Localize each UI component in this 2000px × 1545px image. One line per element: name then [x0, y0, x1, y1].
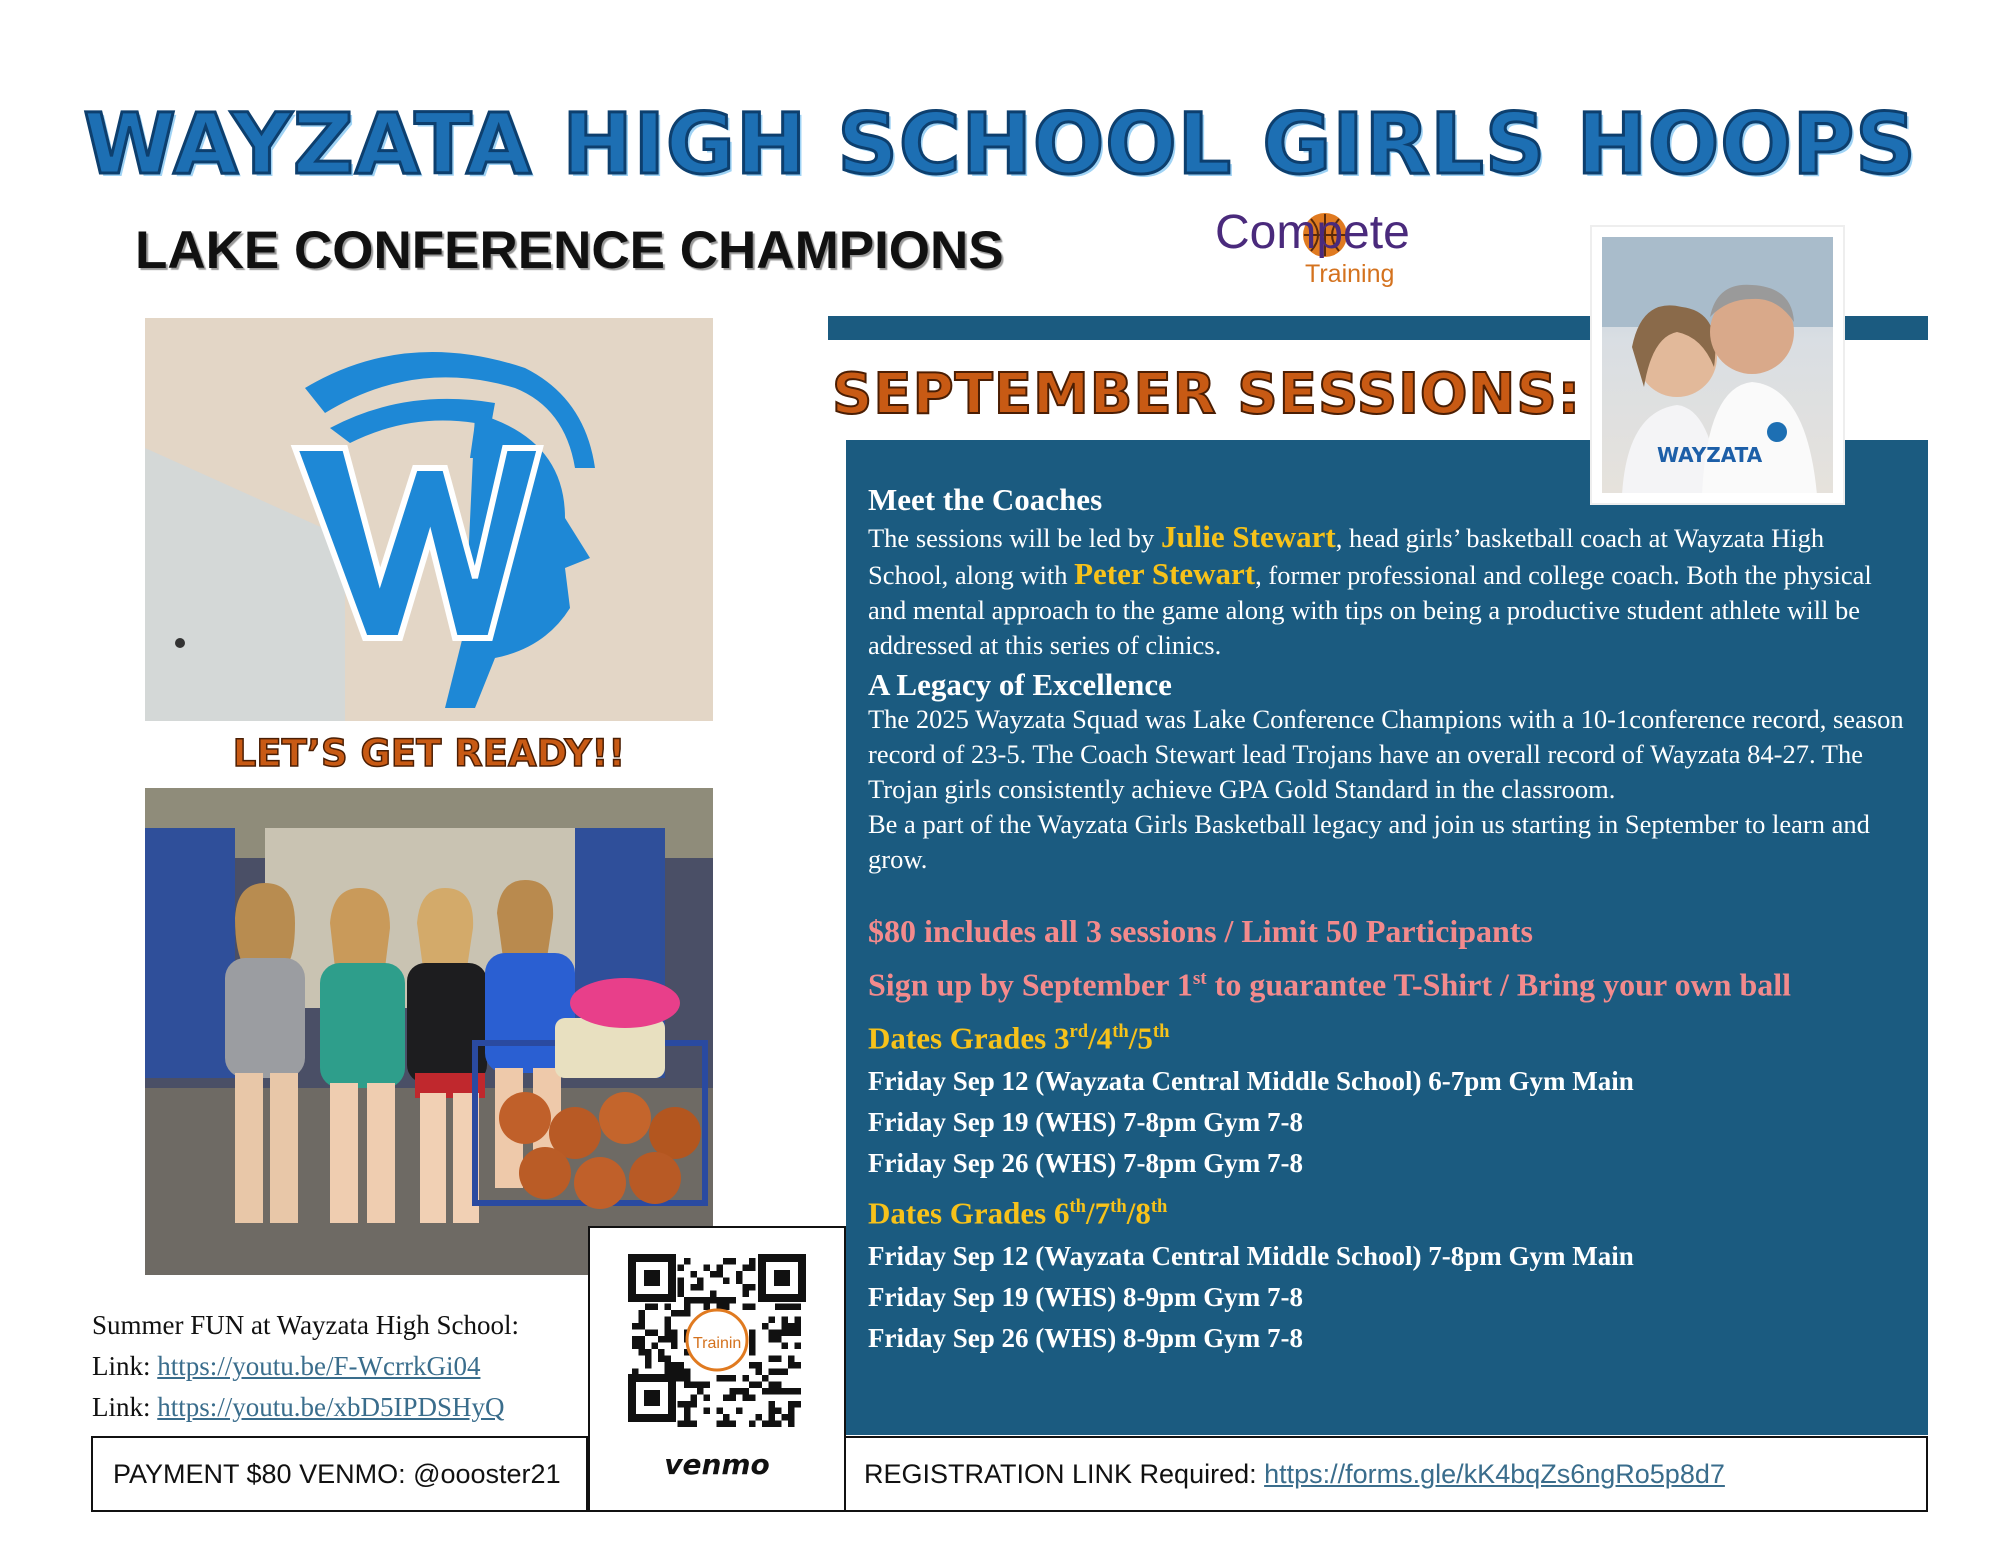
grades-6-8-sup-1: th	[1069, 1195, 1087, 1217]
youtube-link-2[interactable]: https://youtu.be/xbD5IPDSHyQ	[157, 1392, 505, 1422]
compete-training-logo	[1215, 205, 1495, 295]
summer-link-row	[92, 1346, 519, 1387]
trojan-logo-icon	[145, 318, 713, 721]
signup-text-b: to guarantee T-Shirt / Bring your own ball	[1206, 966, 1792, 1003]
coaches-text-b: , head girls’ basketball coach at Wayzata High School, along with	[868, 523, 1825, 590]
link-label: Link:	[92, 1392, 158, 1422]
training-logo-word: Training	[1305, 260, 1395, 288]
youtube-link-1[interactable]: https://youtu.be/F-WcrrkGi04	[157, 1351, 481, 1381]
coach-name-peter: Peter Stewart	[1074, 556, 1256, 591]
grades-6-8-text: Dates Grades 6	[868, 1195, 1070, 1231]
session-row: Friday Sep 12 (Wayzata Central Middle School) 6-7pm Gym Main	[868, 1065, 1634, 1096]
grades-6-8-sup-3: th	[1150, 1195, 1168, 1217]
qr-code-icon[interactable]	[590, 1228, 844, 1510]
grades-3-5-text: Dates Grades 3	[868, 1019, 1070, 1055]
summer-link-row	[92, 1387, 519, 1428]
lets-get-ready-heading: LET’S GET READY!!	[232, 732, 626, 775]
session-row: Friday Sep 19 (WHS) 7-8pm Gym 7-8	[868, 1106, 1303, 1137]
registration-box	[846, 1436, 1928, 1512]
venmo-qr-box	[588, 1226, 846, 1512]
venmo-caption: venmo	[664, 1448, 770, 1481]
legacy-paragraph-2: Be a part of the Wayzata Girls Basketball legacy and join us starting in September to learn and grow.	[868, 809, 1870, 874]
grades-6-8-heading	[868, 1184, 1908, 1236]
signup-text-a: Sign up by September 1	[868, 966, 1193, 1003]
coaches-text-c: , former professional and college coach. Both the physical and mental approach to the game along with tips on being a productive student athlete will be addressed at this series of clinics.	[868, 560, 1872, 660]
grades-6-8-mid-1: /7	[1086, 1195, 1111, 1231]
qr-center-text: Trainin	[693, 1335, 742, 1352]
pricing-line: $80 includes all 3 sessions / Limit 50 Participants	[868, 913, 1533, 949]
page-subtitle: LAKE CONFERENCE CHAMPIONS	[135, 221, 1004, 280]
page-title: WAYZATA HIGH SCHOOL GIRLS HOOPS	[83, 95, 1917, 193]
grades-3-5-heading	[868, 1009, 1908, 1061]
coaches-paragraph	[868, 519, 1908, 663]
shirt-text: WAYZATA	[1657, 443, 1763, 467]
session-row: Friday Sep 12 (Wayzata Central Middle School) 7-8pm Gym Main	[868, 1241, 1634, 1272]
coaches-photo	[1590, 225, 1845, 505]
team-photo	[145, 788, 713, 1275]
coaches-text-a: The sessions will be led by	[868, 523, 1161, 553]
signup-line	[868, 955, 1908, 1009]
session-row: Friday Sep 26 (WHS) 7-8pm Gym 7-8	[868, 1147, 1303, 1178]
signup-sup: st	[1192, 968, 1207, 989]
compete-logo-word: Compete	[1215, 206, 1410, 259]
grades-3-5-sup-2: th	[1112, 1020, 1129, 1042]
grades-3-5-sup-3: th	[1152, 1020, 1170, 1042]
grades-6-8-mid-2: /8	[1126, 1195, 1151, 1231]
grades-3-5-mid-2: /5	[1128, 1019, 1153, 1055]
september-sessions-heading: SEPTEMBER SESSIONS:	[832, 362, 1582, 427]
grades-3-5-sup-1: rd	[1069, 1020, 1089, 1042]
coaches-section	[868, 482, 1908, 1359]
session-row: Friday Sep 26 (WHS) 8-9pm Gym 7-8	[868, 1323, 1303, 1354]
coach-name-julie: Julie Stewart	[1160, 519, 1336, 554]
summer-fun-block	[92, 1305, 519, 1428]
wayzata-logo-photo	[145, 318, 713, 721]
grades-6-8-sup-2: th	[1110, 1195, 1127, 1217]
session-row: Friday Sep 19 (WHS) 8-9pm Gym 7-8	[868, 1282, 1303, 1313]
registration-link[interactable]: https://forms.gle/kK4bqZs6ngRo5p8d7	[1264, 1459, 1725, 1489]
link-label: Link:	[92, 1351, 158, 1381]
registration-label: REGISTRATION LINK Required:	[864, 1459, 1265, 1489]
grades-3-5-mid-1: /4	[1088, 1019, 1113, 1055]
payment-box: PAYMENT $80 VENMO: @oooster21	[91, 1436, 588, 1512]
info-panel	[846, 440, 1928, 1435]
legacy-paragraph: The 2025 Wayzata Squad was Lake Conference Champions with a 10-1conference record, season record of 23-5. The Coach Stewart lead Trojans have an overall record of Wayzata 84-27. The Trojan girls consistently achieve GPA Gold Standard in the classroom.	[868, 704, 1904, 804]
coaches-heading: Meet the Coaches	[868, 482, 1103, 517]
summer-fun-title: Summer FUN at Wayzata High School:	[92, 1310, 520, 1340]
legacy-heading: A Legacy of Excellence	[868, 667, 1172, 702]
